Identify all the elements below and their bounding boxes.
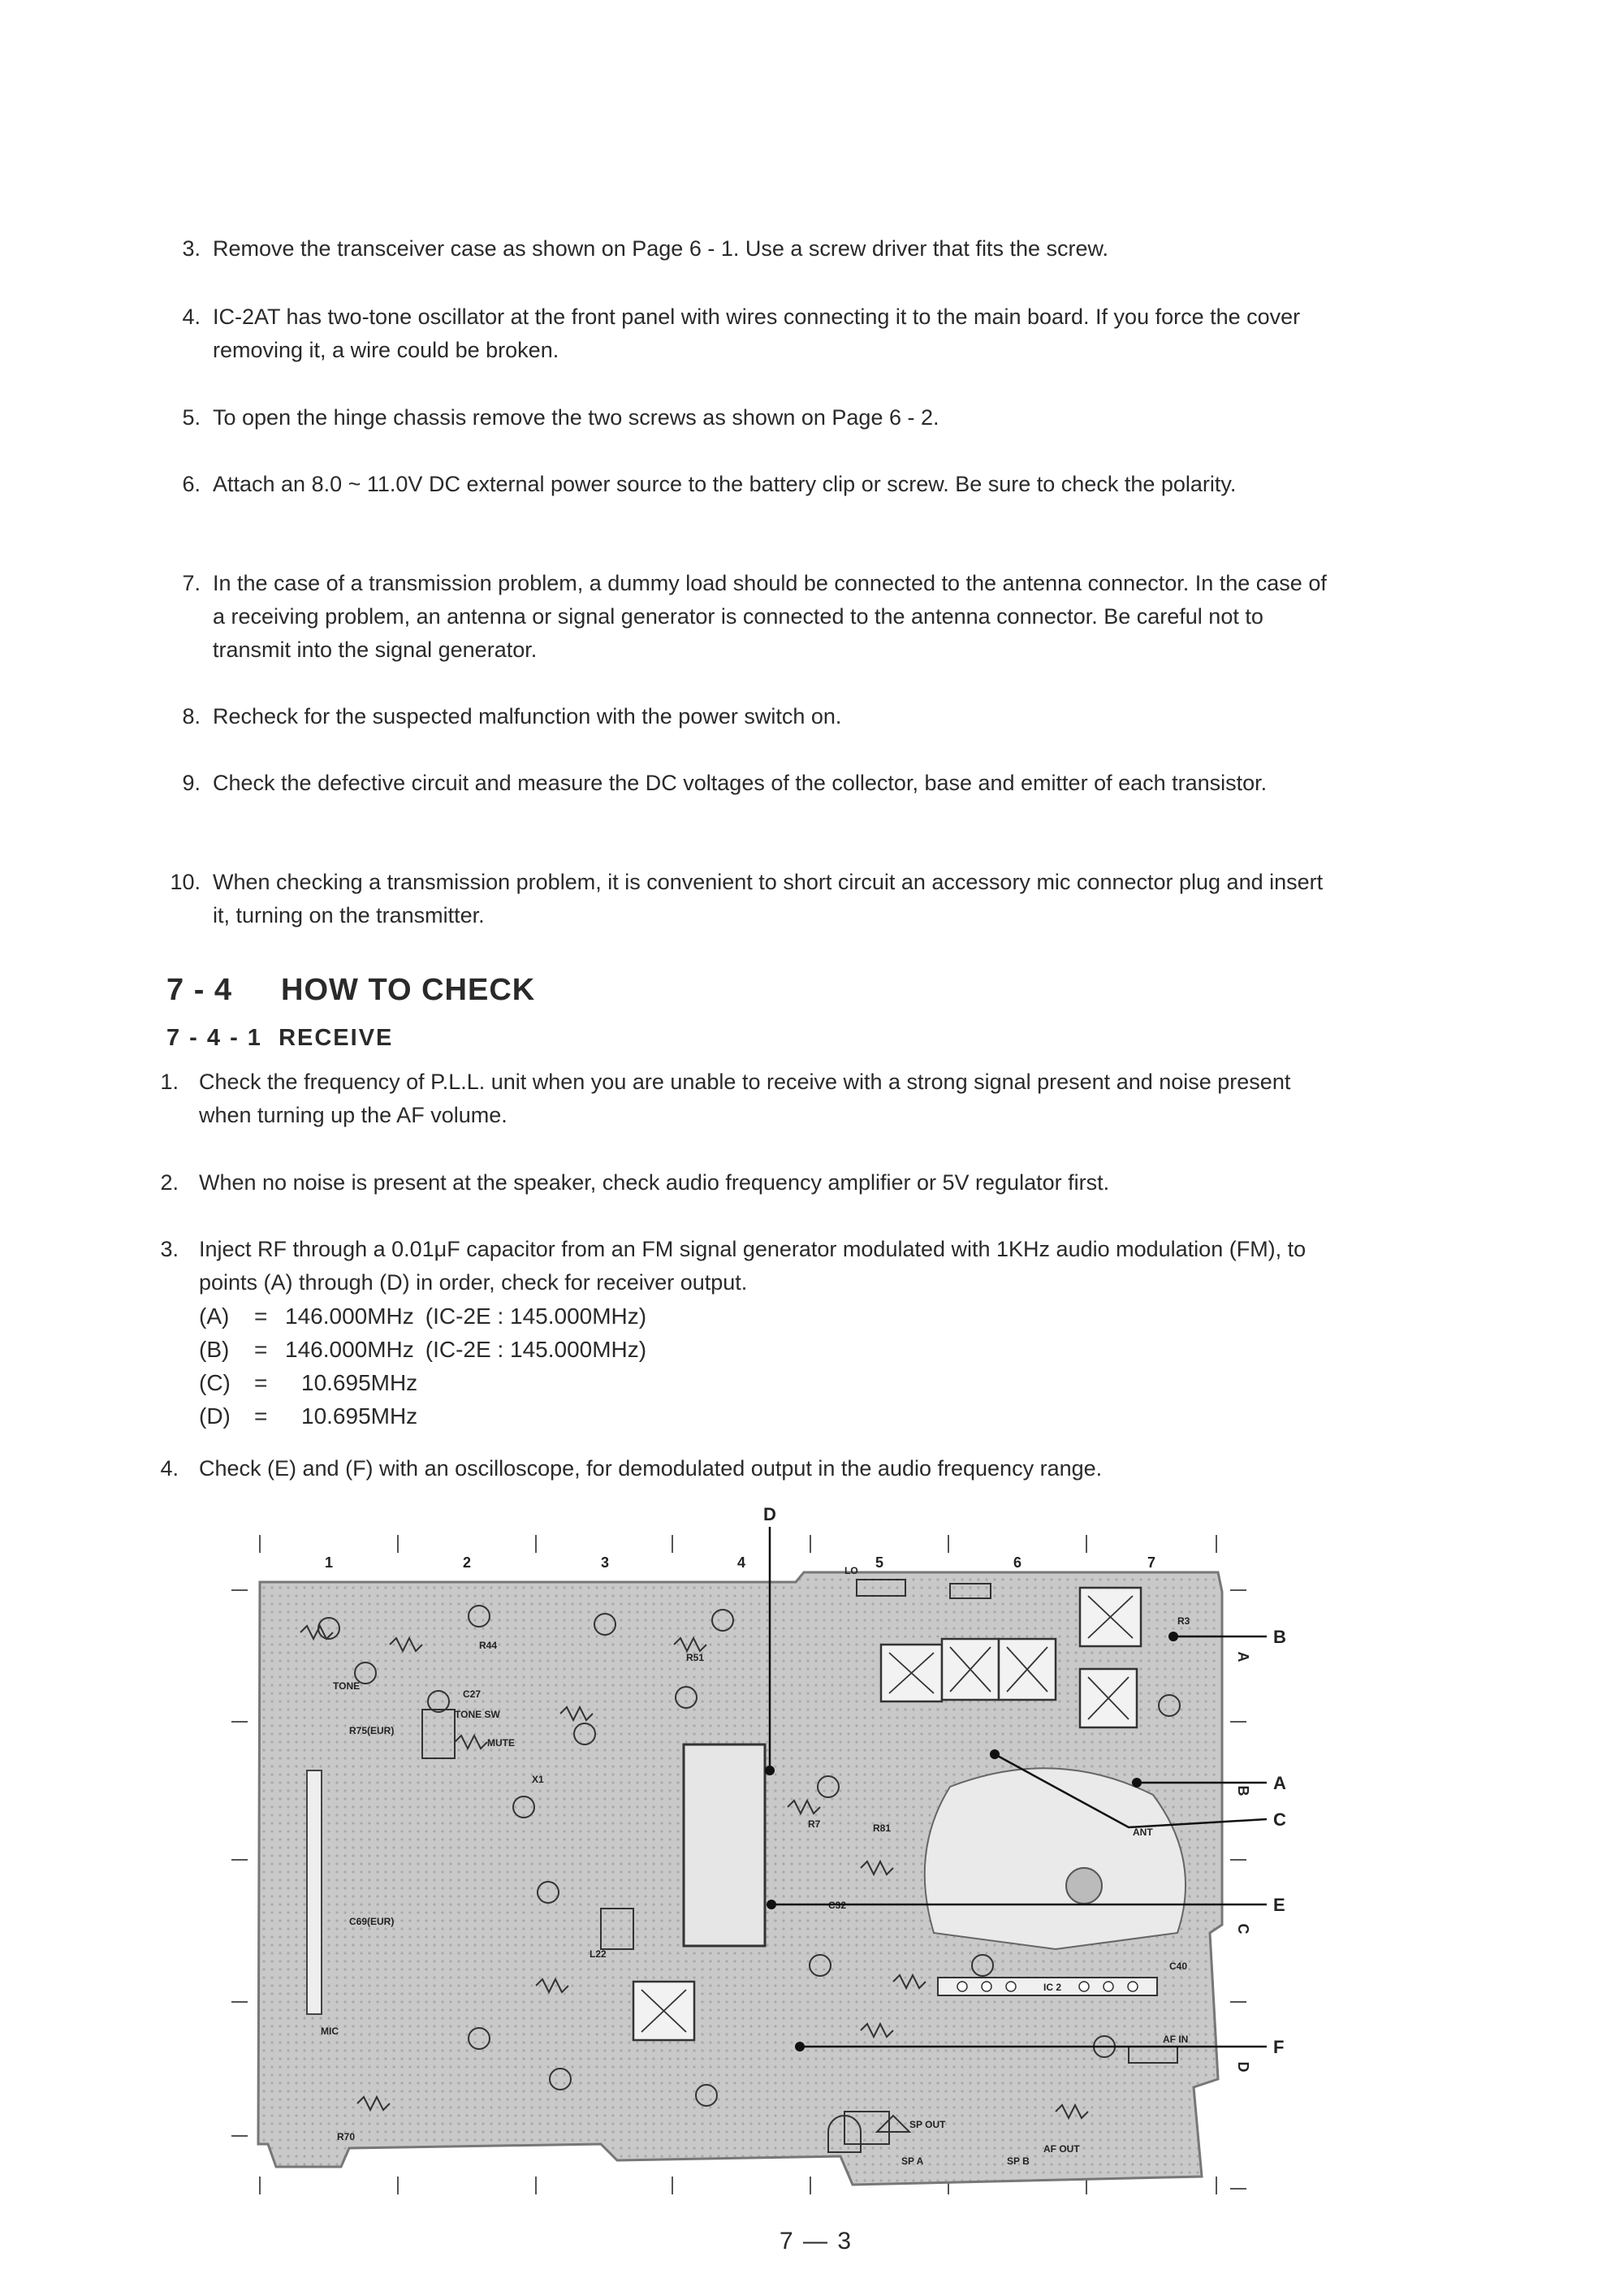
callout-c: C	[1273, 1809, 1286, 1830]
step-text: Check the frequency of P.L.L. unit when you are unable to receive with a strong signal present and noise present when turning up the AF volume.	[199, 1070, 1291, 1127]
mount-hole	[1066, 1868, 1102, 1904]
grid-row-a: A	[1235, 1651, 1251, 1662]
step-number: 3.	[182, 236, 201, 261]
label-r44: R44	[479, 1640, 498, 1651]
step-number: 6.	[182, 472, 201, 496]
label-lo: LO	[844, 1565, 858, 1576]
label-c32: C32	[828, 1900, 847, 1911]
step-number: 2.	[160, 1170, 179, 1195]
label-r81: R81	[873, 1822, 892, 1834]
test-point-a: (A) = 146.000MHz (IC-2E : 145.000MHz)	[199, 1303, 647, 1329]
grid-col-7: 7	[1147, 1554, 1156, 1571]
step-text: Check the defective circuit and measure the DC voltages of the collector, base and emitter of each transistor.	[213, 771, 1268, 795]
label-r75: R75(EUR)	[349, 1725, 395, 1736]
page-number: 7 — 3	[780, 2228, 853, 2255]
section-title: HOW TO CHECK	[281, 973, 536, 1007]
label-tone: TONE	[333, 1680, 361, 1692]
callout-a: A	[1273, 1773, 1286, 1793]
label-ic2: IC 2	[1043, 1982, 1062, 1993]
step-number: 8.	[182, 704, 201, 728]
callout-d: D	[763, 1504, 776, 1524]
step-text: Attach an 8.0 ~ 11.0V DC external power source to the battery clip or screw. Be sure to check the polarity.	[213, 472, 1237, 496]
label-r7: R7	[808, 1818, 821, 1830]
step-text: To open the hinge chassis remove the two screws as shown on Page 6 - 2.	[213, 405, 939, 430]
label-mic: MIC	[321, 2025, 339, 2037]
label-c40: C40	[1169, 1961, 1188, 1972]
test-point-c: (C) = 10.695MHz	[199, 1370, 418, 1395]
grid-row-d: D	[1235, 2061, 1251, 2073]
step-number: 10.	[170, 870, 201, 894]
grid-col-4: 4	[736, 1554, 746, 1571]
grid-col-5: 5	[875, 1554, 884, 1571]
label-x1: X1	[532, 1774, 544, 1785]
speaker-area	[925, 1768, 1186, 1949]
connector-strip	[307, 1770, 322, 2014]
step-text: Check (E) and (F) with an oscilloscope, for demodulated output in the audio frequency range.	[199, 1456, 1103, 1481]
grid-row-c: C	[1235, 1923, 1251, 1935]
grid-row-b: B	[1235, 1785, 1251, 1796]
test-point-b: (B) = 146.000MHz (IC-2E : 145.000MHz)	[199, 1337, 647, 1362]
grid-col-1: 1	[324, 1554, 334, 1571]
label-mute: MUTE	[487, 1737, 515, 1749]
subsection-title: RECEIVE	[279, 1025, 394, 1051]
step-number: 4.	[182, 305, 201, 329]
label-sp-a: SP A	[901, 2155, 924, 2167]
step-number: 3.	[160, 1237, 179, 1261]
label-tone-sw: TONE SW	[455, 1709, 500, 1720]
step-text: When no noise is present at the speaker, check audio frequency amplifier or 5V regulator first.	[199, 1170, 1110, 1195]
step-number: 4.	[160, 1456, 179, 1481]
step-number: 9.	[182, 771, 201, 795]
label-c27: C27	[463, 1688, 482, 1700]
label-c69: C69(EUR)	[349, 1916, 395, 1927]
step-number: 5.	[182, 405, 201, 430]
label-af-in: AF IN	[1163, 2034, 1189, 2045]
grid-col-2: 2	[462, 1554, 472, 1571]
subsection-number: 7 - 4 - 1	[166, 1025, 262, 1051]
step-text: Inject RF through a 0.01μF capacitor from an FM signal generator modulated with 1KHz audio modulation (FM), to points (A) through (D) in order, check for receiver output.	[199, 1237, 1307, 1295]
label-r51: R51	[686, 1652, 705, 1663]
step-text: Remove the transceiver case as shown on Page 6 - 1. Use a screw driver that fits the screw.	[213, 236, 1108, 261]
label-ant: ANT	[1133, 1827, 1153, 1838]
test-point-d: (D) = 10.695MHz	[199, 1403, 418, 1429]
if-module	[684, 1744, 765, 1946]
step-number: 7.	[182, 571, 201, 595]
label-r3: R3	[1177, 1615, 1190, 1627]
label-l22: L22	[590, 1948, 607, 1960]
callout-b: B	[1273, 1627, 1286, 1647]
step-text: Recheck for the suspected malfunction with the power switch on.	[213, 704, 842, 728]
step-text: IC-2AT has two-tone oscillator at the front panel with wires connecting it to the main board. If you force the cover removing it, a wire could be broken.	[213, 305, 1301, 362]
step-text: In the case of a transmission problem, a dummy load should be connected to the antenna connector. In the case of a receiving problem, an antenna or signal generator is connected to the antenna connector. Be careful not to transmit into the signal generator.	[213, 571, 1327, 662]
step-number: 1.	[160, 1070, 179, 1094]
section-number: 7 - 4	[166, 973, 233, 1007]
grid-col-6: 6	[1013, 1554, 1022, 1571]
callout-f: F	[1273, 2037, 1285, 2057]
label-sp-b: SP B	[1007, 2155, 1030, 2167]
grid-col-3: 3	[600, 1554, 610, 1571]
step-text: When checking a transmission problem, it is convenient to short circuit an accessory mic connector plug and insert it, turning on the transmitter.	[213, 870, 1324, 927]
label-sp-out: SP OUT	[909, 2119, 946, 2130]
label-r70: R70	[337, 2131, 356, 2142]
label-af-out: AF OUT	[1043, 2143, 1080, 2155]
callout-e: E	[1273, 1895, 1285, 1915]
